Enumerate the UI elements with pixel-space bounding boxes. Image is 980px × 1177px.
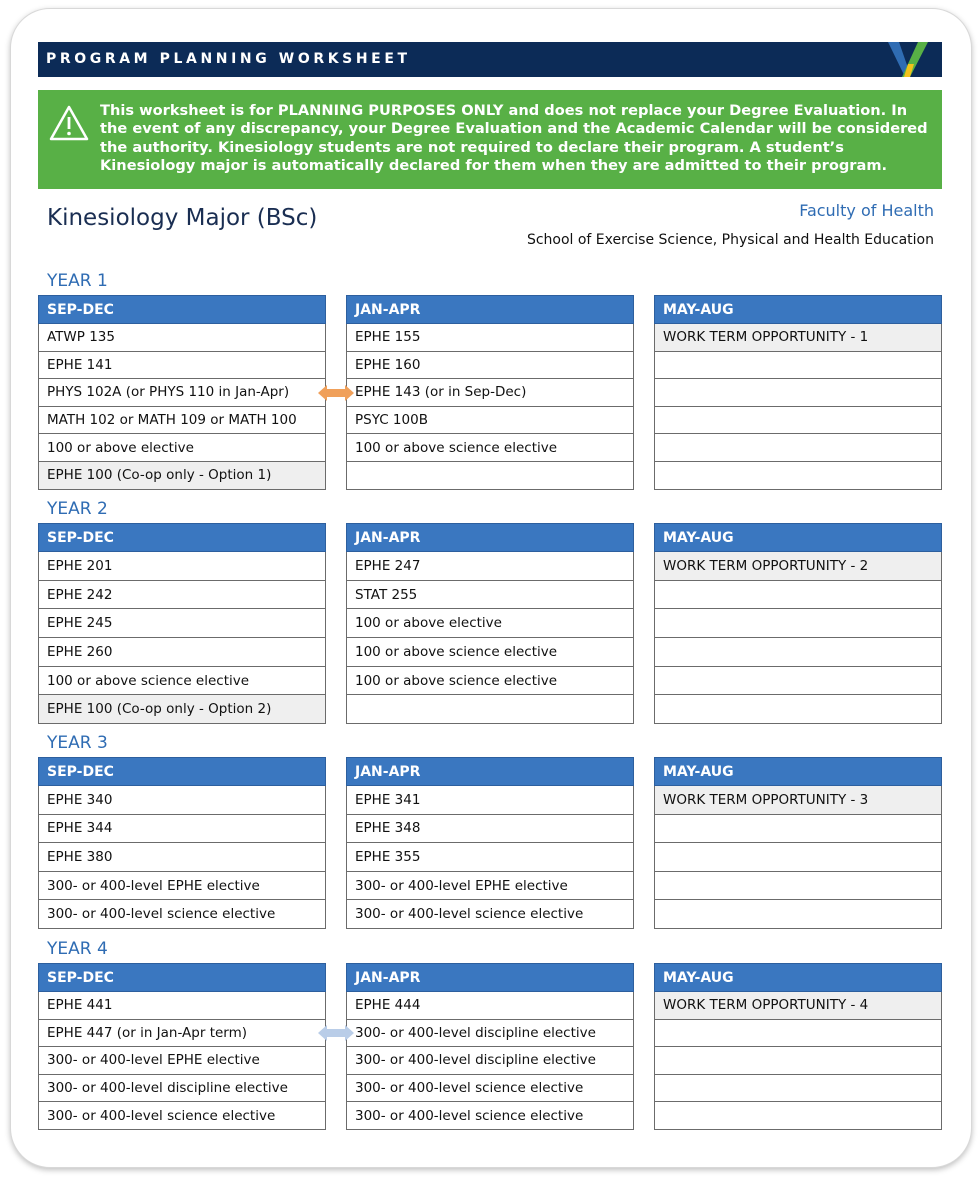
course-cell: EPHE 441	[38, 992, 326, 1020]
term-table-sep-dec	[38, 295, 326, 490]
course-cell: 300- or 400-level science elective	[38, 1102, 326, 1130]
warning-icon	[48, 104, 90, 142]
course-cell: EPHE 100 (Co-op only - Option 2)	[38, 695, 326, 724]
year-label: YEAR 1	[47, 271, 108, 291]
course-cell	[654, 815, 942, 844]
term-header: JAN-APR	[346, 757, 634, 786]
term-table-may-aug	[654, 295, 942, 490]
worksheet-title: PROGRAM PLANNING WORKSHEET	[46, 51, 411, 67]
course-cell: 100 or above elective	[38, 434, 326, 462]
term-header: SEP-DEC	[38, 523, 326, 552]
term-header: MAY-AUG	[654, 295, 942, 324]
course-cell	[654, 462, 942, 490]
term-table-may-aug	[654, 523, 942, 724]
course-cell: MATH 102 or MATH 109 or MATH 100	[38, 407, 326, 435]
course-cell: 300- or 400-level science elective	[346, 1102, 634, 1130]
term-header: MAY-AUG	[654, 757, 942, 786]
course-cell: STAT 255	[346, 581, 634, 610]
course-cell: EPHE 141	[38, 352, 326, 380]
course-cell: 300- or 400-level discipline elective	[346, 1047, 634, 1075]
year-label: YEAR 4	[47, 939, 108, 959]
term-table-may-aug	[654, 963, 942, 1130]
planning-notice	[38, 90, 942, 189]
course-cell: ATWP 135	[38, 324, 326, 352]
course-cell: 300- or 400-level science elective	[346, 1075, 634, 1103]
term-header: MAY-AUG	[654, 963, 942, 992]
course-cell	[654, 581, 942, 610]
course-cell: PSYC 100B	[346, 407, 634, 435]
course-cell	[654, 695, 942, 724]
course-cell	[654, 638, 942, 667]
course-cell: EPHE 100 (Co-op only - Option 1)	[38, 462, 326, 490]
course-cell	[654, 843, 942, 872]
course-cell: EPHE 201	[38, 552, 326, 581]
course-cell: 100 or above science elective	[38, 667, 326, 696]
double-arrow-icon	[318, 385, 354, 401]
program-title: Kinesiology Major (BSc)	[47, 205, 318, 231]
term-table-sep-dec	[38, 963, 326, 1130]
course-cell: EPHE 380	[38, 843, 326, 872]
course-cell: EPHE 247	[346, 552, 634, 581]
course-cell: EPHE 340	[38, 786, 326, 815]
course-cell: EPHE 160	[346, 352, 634, 380]
course-cell	[654, 1102, 942, 1130]
year-label: YEAR 2	[47, 499, 108, 519]
course-cell: EPHE 341	[346, 786, 634, 815]
course-cell	[654, 872, 942, 901]
term-table-jan-apr	[346, 963, 634, 1130]
course-cell: 300- or 400-level science elective	[38, 900, 326, 929]
course-cell: EPHE 447 (or in Jan-Apr term)	[38, 1020, 326, 1048]
course-cell	[654, 407, 942, 435]
course-cell: 100 or above science elective	[346, 434, 634, 462]
year-label: YEAR 3	[47, 733, 108, 753]
course-cell: 300- or 400-level discipline elective	[346, 1020, 634, 1048]
notice-text: This worksheet is for PLANNING PURPOSES ONLY and does not replace your Degree Evaluation. In the event of any discrepancy, your Degree Evaluation and the Academic Calendar will be considered the authority. Kinesiology students are not required to declare their program. A student’s Kinesiology major is automatically declared for them when they are admitted to their program.	[100, 102, 928, 174]
course-cell: EPHE 444	[346, 992, 634, 1020]
term-table-sep-dec	[38, 523, 326, 724]
course-cell: EPHE 245	[38, 609, 326, 638]
course-cell	[654, 352, 942, 380]
course-cell: EPHE 344	[38, 815, 326, 844]
course-cell	[654, 1047, 942, 1075]
term-header: SEP-DEC	[38, 295, 326, 324]
course-cell	[654, 434, 942, 462]
course-cell	[654, 609, 942, 638]
school-name: School of Exercise Science, Physical and Health Education	[526, 232, 934, 248]
course-cell: WORK TERM OPPORTUNITY - 1	[654, 324, 942, 352]
term-table-jan-apr	[346, 523, 634, 724]
course-cell: EPHE 355	[346, 843, 634, 872]
faculty-name: Faculty of Health	[799, 201, 934, 220]
uvic-v-logo	[888, 42, 928, 77]
course-cell: WORK TERM OPPORTUNITY - 4	[654, 992, 942, 1020]
double-arrow-icon	[318, 1025, 354, 1041]
header-bar	[38, 42, 942, 77]
course-cell: 100 or above elective	[346, 609, 634, 638]
course-cell: WORK TERM OPPORTUNITY - 3	[654, 786, 942, 815]
course-cell: 100 or above science elective	[346, 638, 634, 667]
course-cell	[654, 900, 942, 929]
course-cell	[654, 667, 942, 696]
course-cell	[346, 695, 634, 724]
term-header: JAN-APR	[346, 295, 634, 324]
term-table-sep-dec	[38, 757, 326, 929]
term-table-jan-apr	[346, 757, 634, 929]
course-cell: EPHE 260	[38, 638, 326, 667]
term-table-may-aug	[654, 757, 942, 929]
term-table-jan-apr	[346, 295, 634, 490]
course-cell: 300- or 400-level discipline elective	[38, 1075, 326, 1103]
term-header: SEP-DEC	[38, 757, 326, 786]
course-cell: EPHE 242	[38, 581, 326, 610]
term-header: MAY-AUG	[654, 523, 942, 552]
term-header: JAN-APR	[346, 963, 634, 992]
course-cell	[654, 1020, 942, 1048]
course-cell: PHYS 102A (or PHYS 110 in Jan-Apr)	[38, 379, 326, 407]
term-header: SEP-DEC	[38, 963, 326, 992]
course-cell: 300- or 400-level EPHE elective	[38, 1047, 326, 1075]
course-cell: 300- or 400-level EPHE elective	[38, 872, 326, 901]
course-cell: 300- or 400-level EPHE elective	[346, 872, 634, 901]
course-cell	[654, 379, 942, 407]
course-cell	[654, 1075, 942, 1103]
course-cell: 100 or above science elective	[346, 667, 634, 696]
course-cell: EPHE 348	[346, 815, 634, 844]
course-cell: WORK TERM OPPORTUNITY - 2	[654, 552, 942, 581]
course-cell: EPHE 155	[346, 324, 634, 352]
course-cell: 300- or 400-level science elective	[346, 900, 634, 929]
course-cell: EPHE 143 (or in Sep-Dec)	[346, 379, 634, 407]
term-header: JAN-APR	[346, 523, 634, 552]
course-cell	[346, 462, 634, 490]
